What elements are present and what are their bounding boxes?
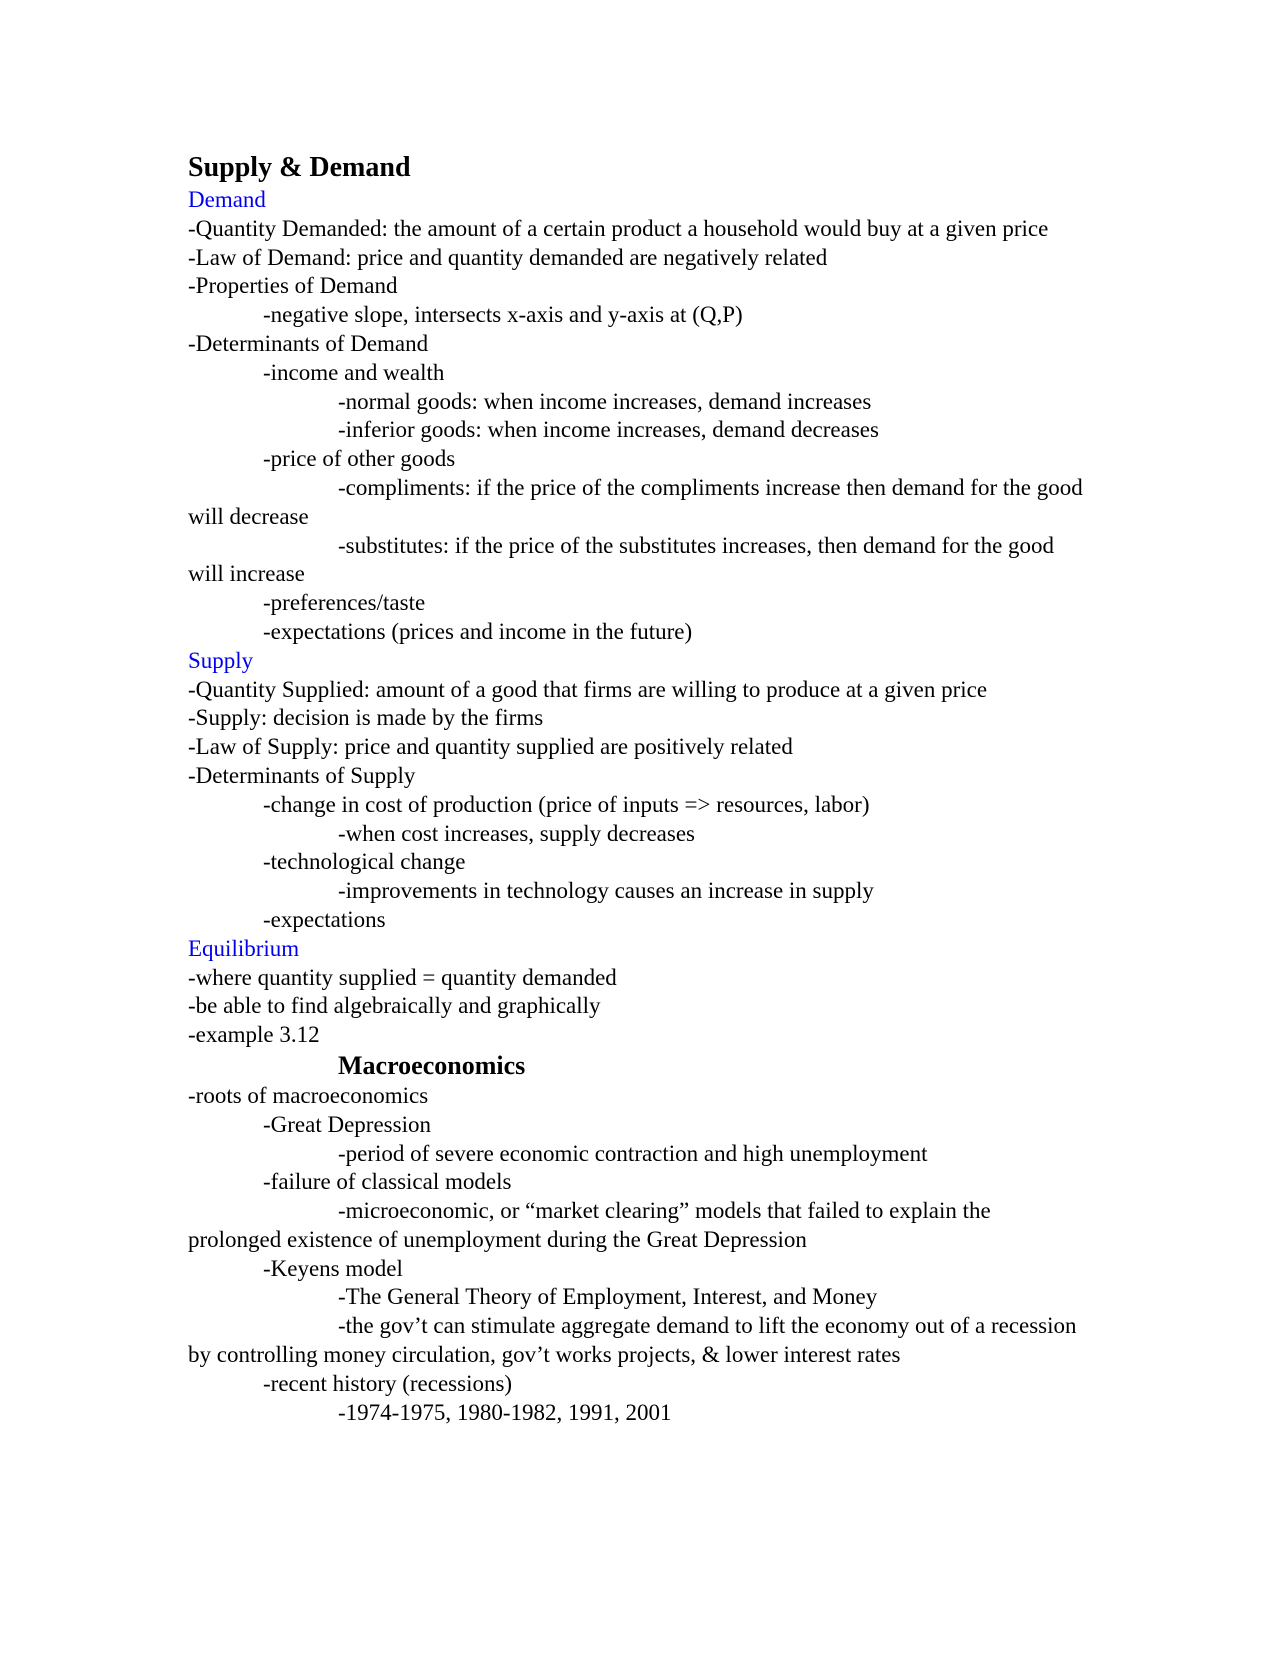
document-page bbox=[188, 150, 1088, 1427]
note-line: -Great Depression bbox=[263, 1111, 431, 1137]
note-line: -roots of macroeconomics bbox=[188, 1082, 429, 1108]
note-line: -be able to find algebraically and graphically bbox=[188, 993, 601, 1019]
note-line: -1974-1975, 1980-1982, 1991, 2001 bbox=[338, 1399, 672, 1425]
note-line: -Supply: decision is made by the firms bbox=[188, 705, 544, 731]
note-line: -where quantity supplied = quantity demanded bbox=[188, 964, 617, 990]
note-line: -negative slope, intersects x-axis and y-axis at (Q,P) bbox=[263, 302, 743, 328]
section-title-macroeconomics: Macroeconomics bbox=[338, 1050, 526, 1080]
note-line: -income and wealth bbox=[263, 359, 445, 385]
note-line: -Law of Demand: price and quantity demanded are negatively related bbox=[188, 244, 828, 270]
note-line: -recent history (recessions) bbox=[263, 1370, 513, 1396]
note-line: -the gov’t can stimulate aggregate demand to lift the economy out of a recession by controlling money circulation, gov’t works projects, & lower interest rates bbox=[188, 1313, 1077, 1368]
note-line: -Determinants of Supply bbox=[188, 762, 416, 788]
note-line: -when cost increases, supply decreases bbox=[338, 820, 696, 846]
note-line: -failure of classical models bbox=[263, 1169, 512, 1195]
note-line: -expectations bbox=[263, 906, 386, 932]
note-line: -Properties of Demand bbox=[188, 273, 398, 299]
note-line: -expectations (prices and income in the future) bbox=[263, 618, 693, 644]
section-heading-demand: Demand bbox=[188, 187, 266, 212]
note-line: -inferior goods: when income increases, demand decreases bbox=[338, 417, 879, 443]
note-line: -microeconomic, or “market clearing” models that failed to explain the prolonged existence of unemployment during the Great Depression bbox=[188, 1198, 991, 1252]
note-line: -compliments: if the price of the compliments increase then demand for the good will decrease bbox=[188, 474, 1083, 529]
note-line: -Determinants of Demand bbox=[188, 330, 429, 356]
note-line: -price of other goods bbox=[263, 446, 456, 472]
note-line: -preferences/taste bbox=[263, 590, 426, 616]
note-line: -Keyens model bbox=[263, 1255, 403, 1281]
note-line: -Quantity Demanded: the amount of a certain product a household would buy at a given price bbox=[188, 215, 1049, 241]
note-line: -Law of Supply: price and quantity supplied are positively related bbox=[188, 734, 793, 760]
note-line: -improvements in technology causes an increase in supply bbox=[338, 878, 874, 904]
note-line: -period of severe economic contraction and high unemployment bbox=[338, 1140, 928, 1166]
note-line: -change in cost of production (price of inputs => resources, labor) bbox=[263, 791, 870, 817]
note-line: -example 3.12 bbox=[188, 1022, 320, 1048]
note-line: -The General Theory of Employment, Interest, and Money bbox=[338, 1284, 878, 1310]
note-line: -Quantity Supplied: amount of a good that firms are willing to produce at a given price bbox=[188, 676, 988, 702]
note-line: -technological change bbox=[263, 849, 466, 875]
section-heading-supply: Supply bbox=[188, 647, 254, 673]
note-line: -normal goods: when income increases, demand increases bbox=[338, 388, 872, 414]
page-title: Supply & Demand bbox=[188, 152, 411, 183]
note-line: -substitutes: if the price of the substitutes increases, then demand for the good will increase bbox=[188, 532, 1055, 587]
section-heading-equilibrium: Equilibrium bbox=[188, 935, 300, 961]
